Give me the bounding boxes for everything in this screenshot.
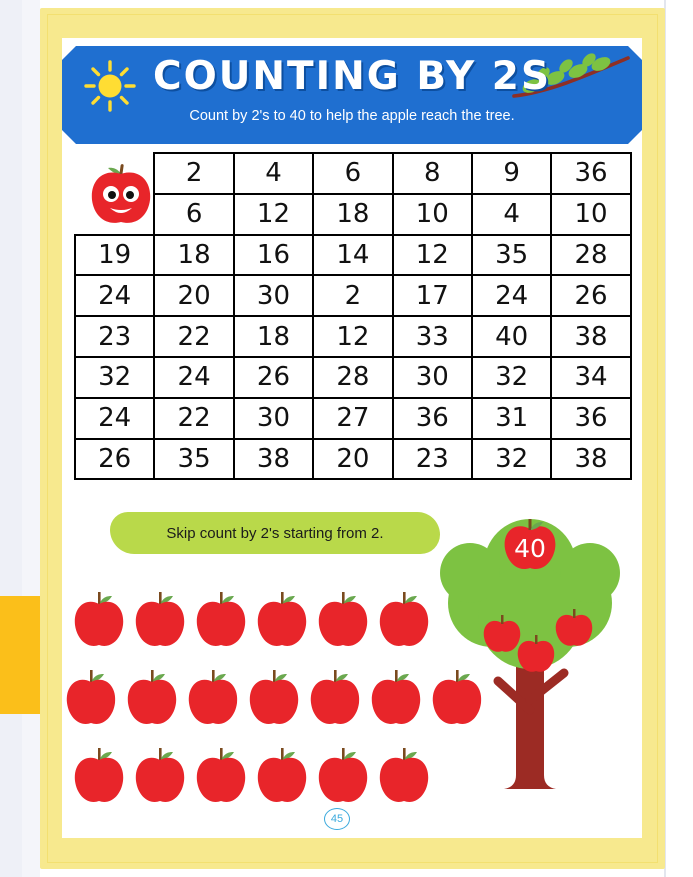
grid-cell: 24 bbox=[154, 357, 233, 398]
left-yellow-tab bbox=[0, 596, 40, 714]
grid-cell: 26 bbox=[234, 357, 313, 398]
apple-icon bbox=[253, 590, 311, 652]
grid-cell: 26 bbox=[75, 439, 154, 480]
grid-cell: 22 bbox=[154, 316, 233, 357]
apple-icon bbox=[192, 746, 250, 808]
grid-cell: 4 bbox=[472, 194, 551, 235]
table-row bbox=[75, 357, 631, 398]
table-row bbox=[75, 194, 631, 235]
number-grid-body bbox=[75, 153, 631, 479]
grid-cell: 35 bbox=[472, 235, 551, 276]
apple-icon bbox=[375, 590, 433, 652]
apple-icon bbox=[245, 668, 303, 730]
grid-cell: 24 bbox=[75, 398, 154, 439]
number-grid bbox=[74, 152, 630, 479]
grid-cell: 23 bbox=[75, 316, 154, 357]
table-row bbox=[75, 316, 631, 357]
apple-row bbox=[62, 668, 492, 730]
grid-cell: 32 bbox=[75, 357, 154, 398]
grid-cell: 16 bbox=[234, 235, 313, 276]
page-subtitle: Count by 2's to 40 to help the apple reach the tree. bbox=[189, 108, 515, 124]
apple-icon bbox=[70, 746, 128, 808]
grid-cell: 38 bbox=[551, 439, 630, 480]
grid-cell: 9 bbox=[472, 153, 551, 194]
instruction-pill bbox=[110, 512, 440, 554]
instruction-text: Skip count by 2's starting from 2. bbox=[166, 524, 384, 542]
grid-cell: 30 bbox=[234, 275, 313, 316]
grid-cell: 18 bbox=[313, 194, 392, 235]
right-edge-strip bbox=[665, 0, 693, 877]
grid-cell: 24 bbox=[472, 275, 551, 316]
grid-cell: 36 bbox=[551, 153, 630, 194]
grid-cell: 18 bbox=[154, 235, 233, 276]
left-edge-strip-inner bbox=[22, 0, 40, 877]
grid-cell: 14 bbox=[313, 235, 392, 276]
grid-cell: 34 bbox=[551, 357, 630, 398]
table-row bbox=[75, 439, 631, 480]
grid-cell: 4 bbox=[234, 153, 313, 194]
grid-cell: 26 bbox=[551, 275, 630, 316]
grid-cell: 18 bbox=[234, 316, 313, 357]
apple-tree bbox=[430, 495, 630, 810]
grid-cell: 8 bbox=[393, 153, 472, 194]
apple-icon bbox=[123, 668, 181, 730]
apple-icon bbox=[375, 746, 433, 808]
grid-cell: 12 bbox=[234, 194, 313, 235]
table-row bbox=[75, 398, 631, 439]
apple-icon bbox=[314, 746, 372, 808]
grid-cell: 24 bbox=[75, 275, 154, 316]
table-row bbox=[75, 235, 631, 276]
grid-cell: 32 bbox=[472, 357, 551, 398]
grid-cell: 23 bbox=[393, 439, 472, 480]
page-number: 45 bbox=[324, 808, 350, 830]
apple-row bbox=[62, 746, 492, 808]
grid-cell: 17 bbox=[393, 275, 472, 316]
page-title: COUNTING BY 2S bbox=[152, 54, 552, 99]
grid-cell: 36 bbox=[551, 398, 630, 439]
apple-icon bbox=[70, 590, 128, 652]
apple-icon bbox=[367, 668, 425, 730]
table-row bbox=[75, 275, 631, 316]
apple-icon bbox=[131, 590, 189, 652]
grid-cell: 28 bbox=[313, 357, 392, 398]
grid-cell: 32 bbox=[472, 439, 551, 480]
grid-cell: 10 bbox=[551, 194, 630, 235]
grid-cell: 27 bbox=[313, 398, 392, 439]
number-grid-table bbox=[74, 152, 632, 480]
table-row bbox=[75, 153, 631, 194]
grid-cell: 20 bbox=[313, 439, 392, 480]
grid-cell: 6 bbox=[313, 153, 392, 194]
apple-icon bbox=[184, 668, 242, 730]
worksheet-header bbox=[62, 46, 642, 144]
grid-cell: 19 bbox=[75, 235, 154, 276]
apple-icon bbox=[253, 746, 311, 808]
grid-cell: 38 bbox=[234, 439, 313, 480]
grid-cell: 2 bbox=[313, 275, 392, 316]
tree-apple-number: 40 bbox=[514, 534, 546, 563]
grid-cell: 6 bbox=[154, 194, 233, 235]
grid-cell: 35 bbox=[154, 439, 233, 480]
grid-cell: 33 bbox=[393, 316, 472, 357]
apple-icon bbox=[306, 668, 364, 730]
apple-icon bbox=[192, 590, 250, 652]
grid-cell: 28 bbox=[551, 235, 630, 276]
apple-icon bbox=[314, 590, 372, 652]
grid-cell: 12 bbox=[393, 235, 472, 276]
apple-counters bbox=[62, 590, 492, 805]
grid-cell: 36 bbox=[393, 398, 472, 439]
grid-cell: 22 bbox=[154, 398, 233, 439]
grid-cell: 40 bbox=[472, 316, 551, 357]
smiling-apple-icon bbox=[86, 158, 156, 228]
grid-cell: 10 bbox=[393, 194, 472, 235]
left-edge-strip bbox=[0, 0, 22, 877]
grid-cell: 20 bbox=[154, 275, 233, 316]
apple-icon bbox=[62, 668, 120, 730]
grid-cell: 2 bbox=[154, 153, 233, 194]
start-apple bbox=[74, 152, 156, 234]
grid-cell: 38 bbox=[551, 316, 630, 357]
grid-cell: 31 bbox=[472, 398, 551, 439]
grid-cell: 30 bbox=[393, 357, 472, 398]
apple-row bbox=[62, 590, 492, 652]
grid-cell: 12 bbox=[313, 316, 392, 357]
grid-cell: 30 bbox=[234, 398, 313, 439]
apple-icon bbox=[131, 746, 189, 808]
